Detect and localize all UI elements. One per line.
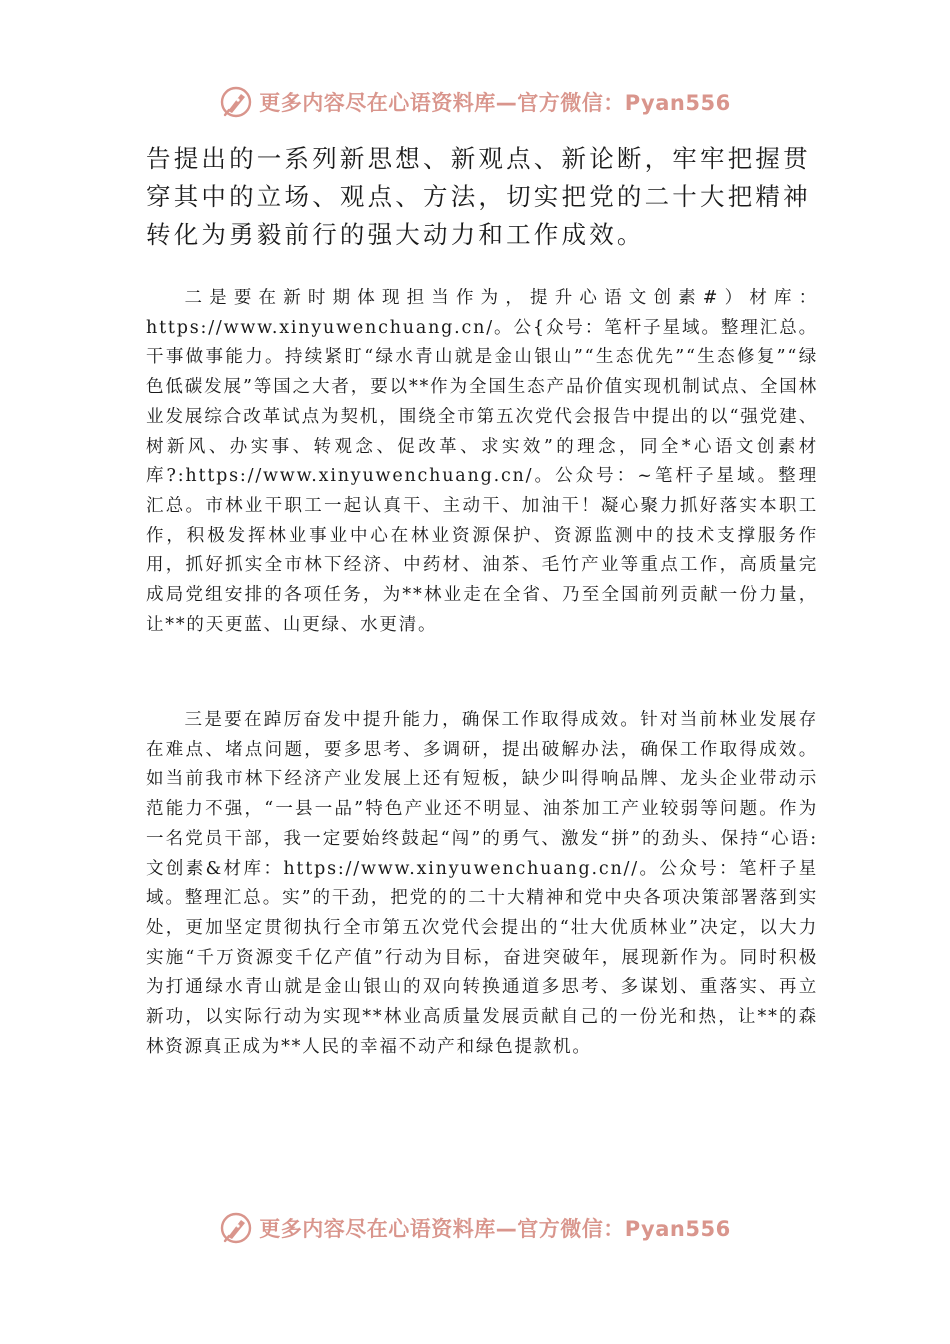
pen-nib-circle-icon — [219, 1211, 253, 1245]
header-banner — [0, 82, 950, 122]
footer-banner — [0, 1208, 950, 1248]
lead-paragraph: 告提出的一系列新思想、新观点、新论断，牢牢把握贯穿其中的立场、观点、方法，切实把党的二十大把精神转化为勇毅前行的强大动力和工作成效。 — [146, 144, 811, 249]
header-banner-text: 更多内容尽在心语资料库—官方微信：Pyan556 — [259, 91, 731, 115]
pen-nib-circle-icon — [219, 85, 253, 119]
paragraph-3: 三是要在踔厉奋发中提升能力，确保工作取得成效。针对当前林业发展存在难点、堵点问题，要多思考、多调研，提出破解办法，确保工作取得成效。如当前我市林下经济产业发展上还有短板，缺少叫得响品牌、龙头企业带动示范能力不强，“一县一品”特色产业还不明显、油茶加工产业较弱等问题。作为一名党员干部，我一定要始终鼓起“闯”的勇气、激发“拼”的劲头、保持“心语:文创素&材库：https://www.xinyuwenchuang.cn//。公众号：笔杆子星域。整理汇总。实”的干劲，把党的的二十大精神和党中央各项决策部署落到实处，更加坚定贯彻执行全市第五次党代会提出的“壮大优质林业”决定，以大力实施“千万资源变千亿产值”行动为目标，奋进突破年，展现新作为。同时积极为打通绿水青山就是金山银山的双向转换通道多思考、多谋划、重落实、再立新功，以实际行动为实现**林业高质量发展贡献自己的一份光和热，让**的森林资源真正成为**人民的幸福不动产和绿色提款机。 — [146, 710, 818, 1057]
footer-banner-text: 更多内容尽在心语资料库—官方微信：Pyan556 — [259, 1217, 731, 1241]
paragraph-2: 二是要在新时期体现担当作为，提升心语文创素#）材库：https://www.xinyuwenchuang.cn/。公{众号：笔杆子星域。整理汇总。干事做事能力。持续紧盯“绿水青山就是金山银山”“生态优先”“生态修复”“绿色低碳发展”等国之大者，要以**作为全国生态产品价值实现机制试点、全国林业发展综合改革试点为契机，围绕全市第五次党代会报告中提出的以“强党建、树新风、办实事、转观念、促改革、求实效”的理念，同全*心语文创素材库?:https://www.xinyuwenchuang.cn/。公众号：~笔杆子星域。整理汇总。市林业干职工一起认真干、主动干、加油干！凝心聚力抓好落实本职工作，积极发挥林业事业中心在林业资源保护、资源监测中的技术支撑服务作用，抓好抓实全市林下经济、中药材、油茶、毛竹产业等重点工作，高质量完成局党组安排的各项任务，为**林业走在全省、乃至全国前列贡献一份力量，让**的天更蓝、山更绿、水更清。 — [146, 288, 818, 635]
